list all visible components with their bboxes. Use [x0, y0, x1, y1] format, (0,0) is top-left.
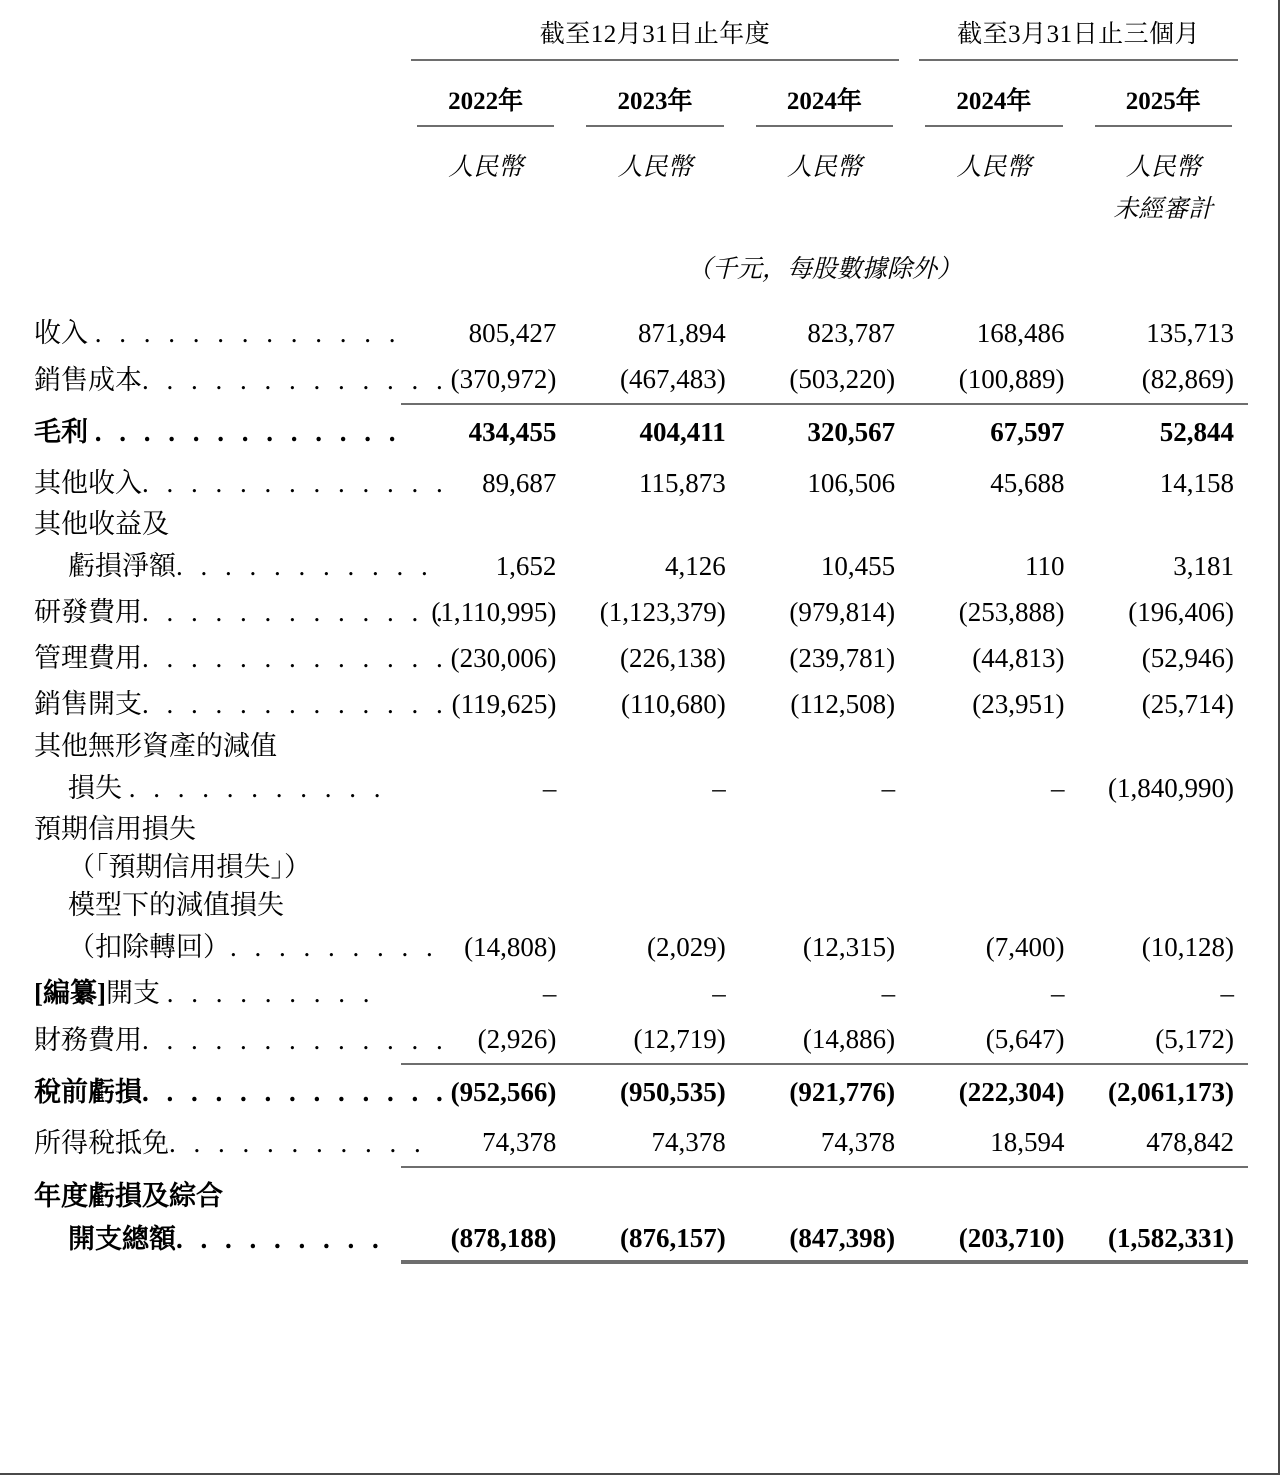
cell-value: 45,688: [990, 467, 1065, 498]
cell-value: (14,808): [464, 932, 557, 963]
cell-value: 135,713: [1146, 318, 1234, 348]
cell-value: 74,378: [401, 1120, 570, 1167]
cell-blank: [909, 887, 1078, 925]
cell-value: (1,840,990): [1108, 772, 1234, 803]
row-label-revenue: [0, 311, 401, 357]
table-row-continuation: [0, 1167, 1248, 1216]
cell-value: (1,123,379): [599, 597, 726, 628]
header-currency-2: 人民幣: [617, 154, 693, 181]
cell-blank: [570, 1167, 739, 1216]
cell-blank: [909, 728, 1078, 766]
row-label-gross-profit: [0, 404, 401, 461]
label-text: 虧損淨額: [68, 551, 176, 582]
header-year-row: [0, 69, 1248, 135]
row-label-selling-expenses: [0, 682, 449, 728]
cell-blank: [570, 887, 739, 925]
cell-blank: [401, 849, 570, 887]
row-label-ecl-net-reversal: [0, 925, 439, 971]
cell-value: (878,188): [401, 1216, 570, 1263]
leader-dots: . . . . . . . . . . . . .: [94, 318, 401, 348]
header-units-row: [0, 227, 1248, 311]
label-text: 銷售開支: [34, 688, 142, 719]
cell-value: (12,719): [570, 1017, 739, 1064]
cell-value: –: [1051, 977, 1065, 1008]
cell-value: (876,157): [570, 1216, 739, 1263]
cell-blank: [570, 849, 739, 887]
cell-value: (12,315): [802, 932, 896, 963]
label-text: （扣除轉回）: [68, 932, 230, 963]
cell-value: 404,411: [639, 416, 726, 447]
cell-value: 74,378: [740, 1120, 909, 1167]
cell-blank: [740, 1167, 909, 1216]
cell-value: (7,400): [985, 932, 1065, 963]
table-row: [0, 682, 1248, 728]
cell-blank: [909, 1167, 1078, 1216]
header-currency-1: 人民幣: [448, 154, 524, 181]
header-group-years: 截至12月31日止年度: [401, 0, 909, 69]
cell-value: 52,844: [1159, 416, 1234, 447]
cell-value: (112,508): [790, 688, 896, 719]
label-text: 收入: [34, 318, 88, 348]
leader-dots: . . . . . . . . . . .: [128, 772, 386, 803]
cell-blank: [1079, 811, 1248, 849]
label-text: 損失: [68, 772, 122, 803]
cell-value: 168,486: [976, 318, 1065, 348]
header-currency-4: 人民幣: [956, 154, 1032, 181]
table-row: [0, 544, 1248, 590]
cell-value: (1,582,331): [1079, 1216, 1248, 1263]
table-row-continuation: [0, 811, 1248, 849]
cell-value: (203,710): [909, 1216, 1078, 1263]
header-currency-row: [0, 135, 1248, 185]
cell-value: (847,398): [740, 1216, 909, 1263]
cell-blank: [740, 506, 909, 544]
cell-value: (503,220): [740, 357, 909, 404]
cell-blank: [909, 811, 1078, 849]
cell-value: (979,814): [789, 597, 896, 628]
label-text: 銷售成本: [34, 364, 142, 395]
cell-blank: [909, 506, 1078, 544]
leader-dots: . . . . . . . . . . . . .: [142, 364, 449, 395]
cell-value: (226,138): [620, 643, 726, 674]
cell-value: (110,680): [621, 688, 726, 719]
label-text: 其他收入: [34, 467, 142, 498]
leader-dots: . . . . . . . . . . . . .: [142, 597, 449, 628]
cell-value: 89,687: [482, 467, 557, 498]
table-row-continuation: [0, 728, 1248, 766]
row-label-loss-before-tax: [0, 1064, 449, 1121]
leader-dots: . . . . . . . . . . . . .: [142, 688, 449, 719]
header-spacer-3: [0, 135, 401, 185]
cell-value: 1,652: [495, 551, 557, 582]
cell-blank: [740, 811, 909, 849]
row-label-ecl-line2: （「預期信用損失」）: [68, 852, 311, 883]
cell-value: 115,873: [638, 467, 726, 498]
cell-blank: [909, 849, 1078, 887]
header-year-2025-q1: 2025年: [1079, 69, 1248, 135]
cell-value: –: [712, 977, 726, 1008]
cell-value: (23,951): [972, 688, 1065, 719]
row-label-other-income: [0, 461, 449, 507]
row-label-total-expenses: [0, 1216, 401, 1263]
row-label-net-losses: [0, 544, 434, 590]
label-bracket-text: [編纂]: [34, 977, 106, 1008]
cell-value: 805,427: [468, 318, 557, 348]
cell-value: (5,647): [909, 1017, 1078, 1064]
table-row-continuation: [0, 506, 1248, 544]
cell-value: (82,869): [1079, 357, 1248, 404]
cell-blank: [740, 728, 909, 766]
cell-value: 18,594: [909, 1120, 1078, 1167]
header-blank-1: [401, 185, 570, 227]
table-row: [0, 971, 1248, 1017]
label-text: 毛利: [34, 416, 88, 447]
cell-blank: [401, 506, 570, 544]
cell-value: (44,813): [972, 643, 1065, 674]
header-year-2024: 2024年: [740, 69, 909, 135]
cell-value: 823,787: [807, 318, 896, 348]
cell-value: (196,406): [1128, 597, 1234, 628]
cell-value: 434,455: [468, 416, 557, 447]
cell-value: –: [542, 977, 557, 1008]
cell-value: (2,061,173): [1108, 1076, 1234, 1107]
cell-blank: [1079, 1167, 1248, 1216]
cell-blank: [401, 1167, 570, 1216]
row-label-cost-of-sales: [0, 357, 449, 404]
cell-value: (921,776): [789, 1076, 896, 1107]
header-unaudited-label: 未經審計: [1113, 196, 1214, 223]
cell-value: (119,625): [451, 688, 557, 719]
label-text: 財務費用: [34, 1024, 142, 1055]
table-row: [0, 311, 1248, 357]
header-year-2022: 2022年: [401, 69, 570, 135]
row-label-ecl-line3: 模型下的減值損失: [68, 890, 284, 921]
header-year-2023: 2023年: [570, 69, 739, 135]
cell-value: (239,781): [789, 643, 896, 674]
cell-blank: [740, 887, 909, 925]
cell-blank: [570, 728, 739, 766]
cell-value: (230,006): [450, 643, 557, 674]
table-row: [0, 357, 1248, 404]
cell-value: (14,886): [740, 1017, 909, 1064]
cell-value: (100,889): [909, 357, 1078, 404]
leader-dots: . . . . . . . . .: [230, 932, 439, 963]
cell-value: (370,972): [401, 357, 570, 404]
row-label-rnd-expenses: [0, 590, 449, 636]
cell-value: 106,506: [807, 467, 896, 498]
cell-blank: [401, 887, 570, 925]
header-units-note: （千元，每股數據除外）: [686, 256, 962, 283]
leader-dots: . . . . . . . . . . . . .: [142, 467, 449, 498]
row-label-listing-expenses: [0, 971, 401, 1017]
label-text: 開支: [105, 977, 160, 1008]
cell-value: –: [1220, 977, 1234, 1008]
leader-dots: . . . . . . . . . . . . .: [142, 1076, 449, 1107]
header-spacer-5: [0, 227, 401, 311]
leader-dots: . . . . . . . . . . .: [169, 1128, 427, 1159]
table-row: [0, 1216, 1248, 1263]
cell-value: (950,535): [620, 1076, 726, 1107]
cell-value: 320,567: [807, 416, 896, 447]
header-spacer-4: [0, 185, 401, 227]
cell-value: (222,304): [958, 1076, 1065, 1107]
cell-value: 3,181: [1173, 551, 1234, 582]
header-currency-5: 人民幣: [1125, 154, 1201, 181]
leader-dots: . . . . . . . . . . . . .: [142, 643, 449, 674]
label-text: 研發費用: [34, 597, 142, 628]
header-group-row: [0, 0, 1248, 69]
header-year-2024-q1: 2024年: [909, 69, 1078, 135]
cell-blank: [570, 506, 739, 544]
cell-blank: [1079, 849, 1248, 887]
row-label-finance-costs: [0, 1017, 449, 1064]
cell-value: (1,110,995): [431, 597, 557, 628]
cell-value: –: [881, 772, 896, 803]
cell-value: 67,597: [990, 416, 1065, 447]
row-label-total-loss-line1: 年度虧損及綜合: [34, 1181, 223, 1212]
cell-value: (253,888): [958, 597, 1065, 628]
label-text: 稅前虧損: [34, 1076, 142, 1107]
cell-blank: [570, 811, 739, 849]
leader-dots: . . . . . . . . . . . . .: [94, 416, 401, 447]
cell-value: (5,172): [1079, 1017, 1248, 1064]
cell-value: –: [712, 772, 726, 803]
leader-dots: . . . . . . . . .: [176, 1224, 385, 1255]
header-blank-3: [740, 185, 909, 227]
leader-dots: . . . . . . . . . . .: [176, 551, 434, 582]
cell-value: (25,714): [1141, 688, 1234, 719]
leader-dots: . . . . . . . . . . . . .: [142, 1024, 449, 1055]
cell-value: (2,926): [401, 1017, 570, 1064]
cell-value: –: [1051, 772, 1065, 803]
cell-value: 110: [1025, 551, 1065, 582]
cell-value: 14,158: [1159, 467, 1234, 498]
cell-value: –: [881, 977, 896, 1008]
table-row: [0, 1120, 1248, 1167]
cell-blank: [1079, 506, 1248, 544]
table-row: [0, 636, 1248, 682]
cell-blank: [401, 728, 570, 766]
table-row-continuation: [0, 887, 1248, 925]
cell-value: 478,842: [1079, 1120, 1248, 1167]
cell-value: (2,029): [647, 932, 726, 963]
cell-value: 10,455: [820, 551, 896, 582]
table-row-continuation: [0, 849, 1248, 887]
row-label-income-tax-credit: [0, 1120, 427, 1167]
row-label-impairment-line1: 其他無形資產的減值: [34, 730, 277, 761]
cell-value: (952,566): [450, 1076, 557, 1107]
cell-value: 74,378: [570, 1120, 739, 1167]
table-row: [0, 925, 1248, 971]
cell-value: (52,946): [1141, 643, 1234, 674]
cell-value: (10,128): [1141, 932, 1234, 963]
label-text: 所得稅抵免: [34, 1128, 169, 1159]
cell-blank: [1079, 887, 1248, 925]
cell-blank: [740, 849, 909, 887]
table-row: [0, 404, 1248, 461]
table-row: [0, 766, 1248, 812]
cell-blank: [1079, 728, 1248, 766]
header-group-quarters: 截至3月31日止三個月: [909, 0, 1248, 69]
cell-value: 871,894: [637, 318, 726, 348]
cell-blank: [401, 811, 570, 849]
table-row: [0, 590, 1248, 636]
header-blank-4: [909, 185, 1078, 227]
cell-value: 4,126: [664, 551, 726, 582]
cell-value: (467,483): [570, 357, 739, 404]
row-label-admin-expenses: [0, 636, 449, 682]
row-label-other-gains-line1: 其他收益及: [34, 509, 169, 540]
header-spacer: [0, 0, 401, 69]
label-text: 管理費用: [34, 643, 142, 674]
label-text: 開支總額: [68, 1224, 176, 1255]
cell-value: –: [542, 772, 557, 803]
header-blank-2: [570, 185, 739, 227]
header-unaudited-row: [0, 185, 1248, 227]
table-row: [0, 1064, 1248, 1121]
row-label-ecl-line1: 預期信用損失: [34, 814, 196, 845]
header-spacer-2: [0, 69, 401, 135]
table-row: [0, 1017, 1248, 1064]
row-label-impairment-loss: [0, 766, 401, 812]
leader-dots: . . . . . . . . .: [166, 977, 375, 1008]
table-row: [0, 461, 1248, 507]
header-currency-3: 人民幣: [786, 154, 862, 181]
